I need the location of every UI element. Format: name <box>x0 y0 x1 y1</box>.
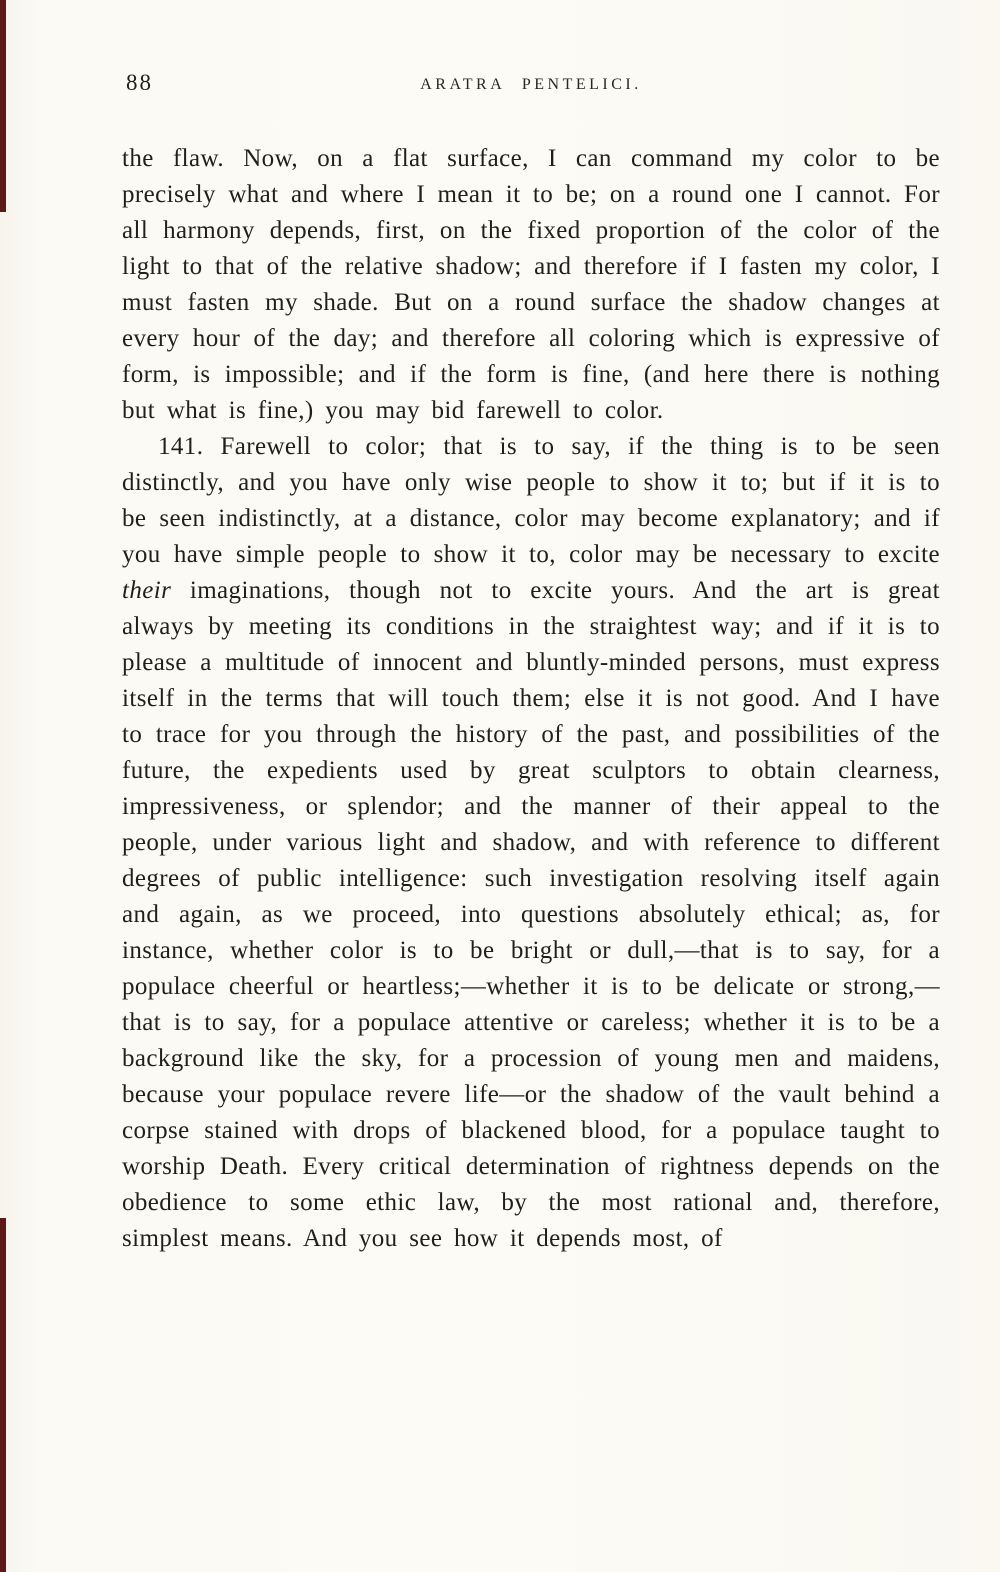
scan-edge-artifact-top <box>0 0 6 212</box>
paragraph-141 <box>122 429 940 1257</box>
paragraph-141-text-after-italic: imaginations, though not to excite yours. And the art is great always by meeting its conditions in the straightest way; and if it is to please a multitude of innocent and bluntly-minded persons, must express itself in the terms that will touch them; else it is not good. And I have to trace for you through the history of the past, and possibilities of the future, the expedients used by great sculptors to obtain clearness, impressiveness, or splendor; and the manner of their appeal to the people, under various light and shadow, and with reference to different degrees of public intelligence: such investigation resolving itself again and again, as we proceed, into questions absolutely ethical; as, for instance, whether color is to be bright or dull,—that is to say, for a populace cheerful or heartless;—whether it is to be delicate or strong,—that is to say, for a populace attentive or careless; whether it is to be a background like the sky, for a procession of young men and maidens, because your populace revere life—or the shadow of the vault behind a corpse stained with drops of blackened blood, for a populace taught to worship Death. Every critical determination of rightness depends on the obedience to some ethic law, by the most rational and, therefore, simplest means. And you see how it depends most, of <box>122 577 940 1252</box>
body-text-block <box>122 141 940 1257</box>
page-number: 88 <box>126 70 153 95</box>
running-header-title: ARATRA PENTELICI. <box>420 76 642 93</box>
paragraph-continuation: the flaw. Now, on a flat surface, I can command my color to be precisely what and where I mean it to be; on a round one I cannot. For all harmony depends, first, on the fixed proportion of the color of the light to that of the relative shadow; and therefore if I fasten my color, I must fasten my shade. But on a round surface the shadow changes at every hour of the day; and therefore all coloring which is expressive of form, is impossible; and if the form is fine, (and here there is nothing but what is fine,) you may bid farewell to color. <box>122 145 940 424</box>
paragraph-141-text-before-italic: 141. Farewell to color; that is to say, if the thing is to be seen distinctly, and you have only wise people to show it to; but if it is to be seen indistinctly, at a distance, color may become explanatory; and if you have simple people to show it to, color may be necessary to excite <box>122 433 940 568</box>
italic-word: their <box>122 577 172 604</box>
page-header <box>122 66 940 100</box>
scan-edge-artifact-bottom <box>0 1218 6 1572</box>
